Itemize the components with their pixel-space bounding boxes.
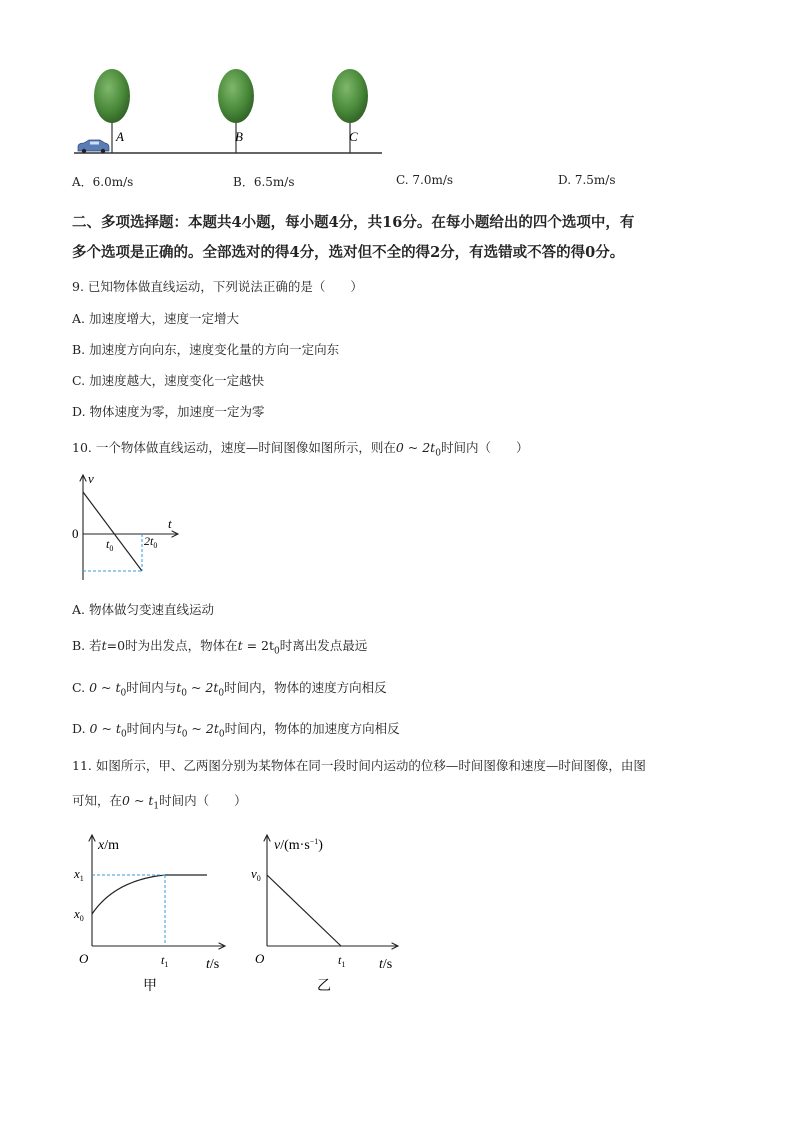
jia-displacement-curve bbox=[92, 875, 207, 914]
q10-optc-pre: C. bbox=[72, 680, 90, 695]
q10-stem-post: 时间内（ ） bbox=[440, 440, 529, 455]
q10-velocity-line bbox=[83, 492, 142, 571]
q10-optc-s3: 0 bbox=[218, 688, 225, 699]
q10-optc-post: 时间内，物体的速度方向相反 bbox=[224, 680, 387, 695]
yi-t1-sub: 1 bbox=[341, 960, 346, 969]
q10-origin-label: 0 bbox=[72, 526, 79, 541]
q10-optd-pre: D. bbox=[72, 721, 90, 736]
q10-optc-mid: 时间内与 bbox=[126, 680, 177, 695]
q10-2t0-label: 2t bbox=[144, 534, 154, 548]
q8-option-c: C. 7.0m/s bbox=[396, 173, 454, 187]
section-heading-line2: 多个选项是正确的。全部选对的得4分，选对但不全的得2分，有选错或不答的得0分。 bbox=[72, 244, 625, 261]
q11-xt-graph bbox=[65, 828, 240, 998]
svg-text:t0 bbox=[106, 537, 113, 553]
q10-stem bbox=[72, 438, 528, 459]
svg-text:t/s bbox=[206, 957, 219, 972]
svg-text:v/(m·s−1) bbox=[274, 837, 323, 853]
q10-option-c bbox=[72, 678, 387, 699]
svg-text:x0 bbox=[73, 906, 84, 923]
q10-optd-s3: 0 bbox=[218, 729, 225, 740]
q11-line2-range: 0 ~ t bbox=[122, 793, 154, 808]
q10-optd-r2b: ~ 2t bbox=[187, 721, 219, 736]
q8-option-d: D. 7.5m/s bbox=[558, 173, 616, 187]
q10-optb-post: 时离出发点最远 bbox=[279, 638, 368, 653]
tree-label-c: C bbox=[349, 129, 358, 144]
yi-velocity-line bbox=[267, 875, 341, 946]
q11-stem-line1: 11. 如图所示，甲、乙两图分别为某物体在同一段时间内运动的位移—时间图像和速度—时间图像，由图 bbox=[72, 758, 646, 773]
jia-x1-sub: 1 bbox=[79, 874, 84, 883]
svg-text:2t0 bbox=[144, 534, 157, 550]
q9-option-a: A. 加速度增大，速度一定增大 bbox=[72, 311, 239, 326]
yi-y-unit: /(m·s bbox=[280, 838, 310, 853]
q10-optc-r1: 0 ~ t bbox=[89, 680, 121, 695]
q10-optc-r2: t bbox=[176, 680, 182, 695]
jia-origin-label: O bbox=[79, 951, 89, 966]
q10-optc-r2b: ~ 2t bbox=[187, 680, 219, 695]
svg-text:t/s bbox=[379, 957, 392, 972]
q10-optb-pre: B. 若 bbox=[72, 638, 102, 653]
q10-optc-s2: 0 bbox=[181, 688, 187, 699]
q11-line2-pre: 可知，在 bbox=[72, 793, 123, 808]
q10-v-label: v bbox=[88, 471, 94, 486]
section-heading bbox=[72, 208, 732, 268]
svg-text:v0 bbox=[251, 866, 261, 883]
jia-x-label: t bbox=[206, 957, 210, 972]
q10-stem-pre: 10. 一个物体做直线运动，速度—时间图像如图所示，则在 bbox=[72, 440, 396, 455]
q10-2t0-sub: 0 bbox=[153, 541, 158, 550]
svg-text:x/m bbox=[97, 838, 119, 853]
q10-stem-range: 0 ~ 2t bbox=[395, 440, 436, 455]
section-heading-line1: 二、多项选择题：本题共4小题，每小题4分，共16分。在每小题给出的四个选项中，有 bbox=[72, 214, 635, 231]
jia-x1-label: x bbox=[74, 866, 80, 881]
q10-optd-post: 时间内，物体的加速度方向相反 bbox=[224, 721, 400, 736]
q11-vt-graph bbox=[245, 828, 410, 998]
q11-line2-post: 时间内（ ） bbox=[159, 793, 247, 808]
yi-t1-label: t bbox=[338, 953, 342, 967]
q10-optd-r2: t bbox=[176, 721, 182, 736]
jia-caption: 甲 bbox=[143, 979, 157, 994]
jia-t1-label: t bbox=[161, 953, 165, 967]
q10-optb-sub: 0 bbox=[274, 646, 280, 657]
q9-option-d: D. 物体速度为零，加速度一定为零 bbox=[72, 404, 265, 419]
q8-option-a: A．6.0m/s bbox=[72, 175, 134, 189]
q10-optd-s1: 0 bbox=[120, 729, 127, 740]
q10-stem-sub: 0 bbox=[435, 448, 441, 459]
q10-vt-graph bbox=[70, 470, 190, 585]
yi-v0-sub: 0 bbox=[256, 874, 261, 883]
q10-t-label: t bbox=[168, 516, 172, 531]
yi-x-unit: /s bbox=[382, 957, 393, 972]
yi-y-unit-sup: −1 bbox=[309, 837, 319, 846]
q9-stem: 9. 已知物体做直线运动，下列说法正确的是（ ） bbox=[72, 279, 363, 294]
q10-option-a: A. 物体做匀变速直线运动 bbox=[72, 602, 214, 617]
q9-option-b: B. 加速度方向向东，速度变化量的方向一定向东 bbox=[72, 342, 340, 357]
q8-option-b: B．6.5m/s bbox=[233, 175, 295, 189]
q10-optd-r1: 0 ~ t bbox=[89, 721, 121, 736]
yi-v0-label: v bbox=[251, 866, 257, 881]
q11-stem-line2 bbox=[72, 791, 247, 812]
yi-y-unit-close: ) bbox=[318, 838, 323, 853]
svg-text:x1 bbox=[73, 866, 84, 883]
q9-option-c: C. 加速度越大，速度变化一定越快 bbox=[72, 373, 265, 388]
trees-figure bbox=[70, 62, 390, 162]
car-icon bbox=[78, 140, 109, 153]
yi-origin-label: O bbox=[255, 951, 265, 966]
q10-optd-mid: 时间内与 bbox=[126, 721, 177, 736]
tree-label-b: B bbox=[235, 129, 243, 144]
yi-y-label: v bbox=[274, 838, 281, 853]
tree-label-a: A bbox=[116, 129, 124, 144]
jia-t1-sub: 1 bbox=[164, 960, 169, 969]
yi-caption: 乙 bbox=[317, 979, 331, 994]
q10-optb-t: t bbox=[101, 638, 107, 653]
q10-option-d bbox=[72, 719, 400, 740]
q10-optb-eq: = 2t bbox=[242, 638, 275, 653]
q10-t0-label: t bbox=[106, 537, 110, 551]
jia-x-unit: /s bbox=[209, 957, 220, 972]
jia-x0-label: x bbox=[74, 906, 80, 921]
svg-text:t1 bbox=[338, 953, 345, 969]
q10-option-b bbox=[72, 636, 367, 657]
yi-x-label: t bbox=[379, 957, 383, 972]
q10-optc-s1: 0 bbox=[120, 688, 127, 699]
q10-optb-eq0: =0时为出发点，物体在 bbox=[106, 638, 238, 653]
jia-x0-sub: 0 bbox=[79, 914, 84, 923]
q11-line2-sub: 1 bbox=[153, 801, 160, 812]
svg-text:t1 bbox=[161, 953, 168, 969]
jia-y-label: x bbox=[98, 838, 105, 853]
jia-y-unit: /m bbox=[104, 838, 119, 853]
q10-t0-sub: 0 bbox=[109, 544, 114, 553]
q10-optb-t2: t bbox=[237, 638, 243, 653]
q10-optd-s2: 0 bbox=[181, 729, 188, 740]
